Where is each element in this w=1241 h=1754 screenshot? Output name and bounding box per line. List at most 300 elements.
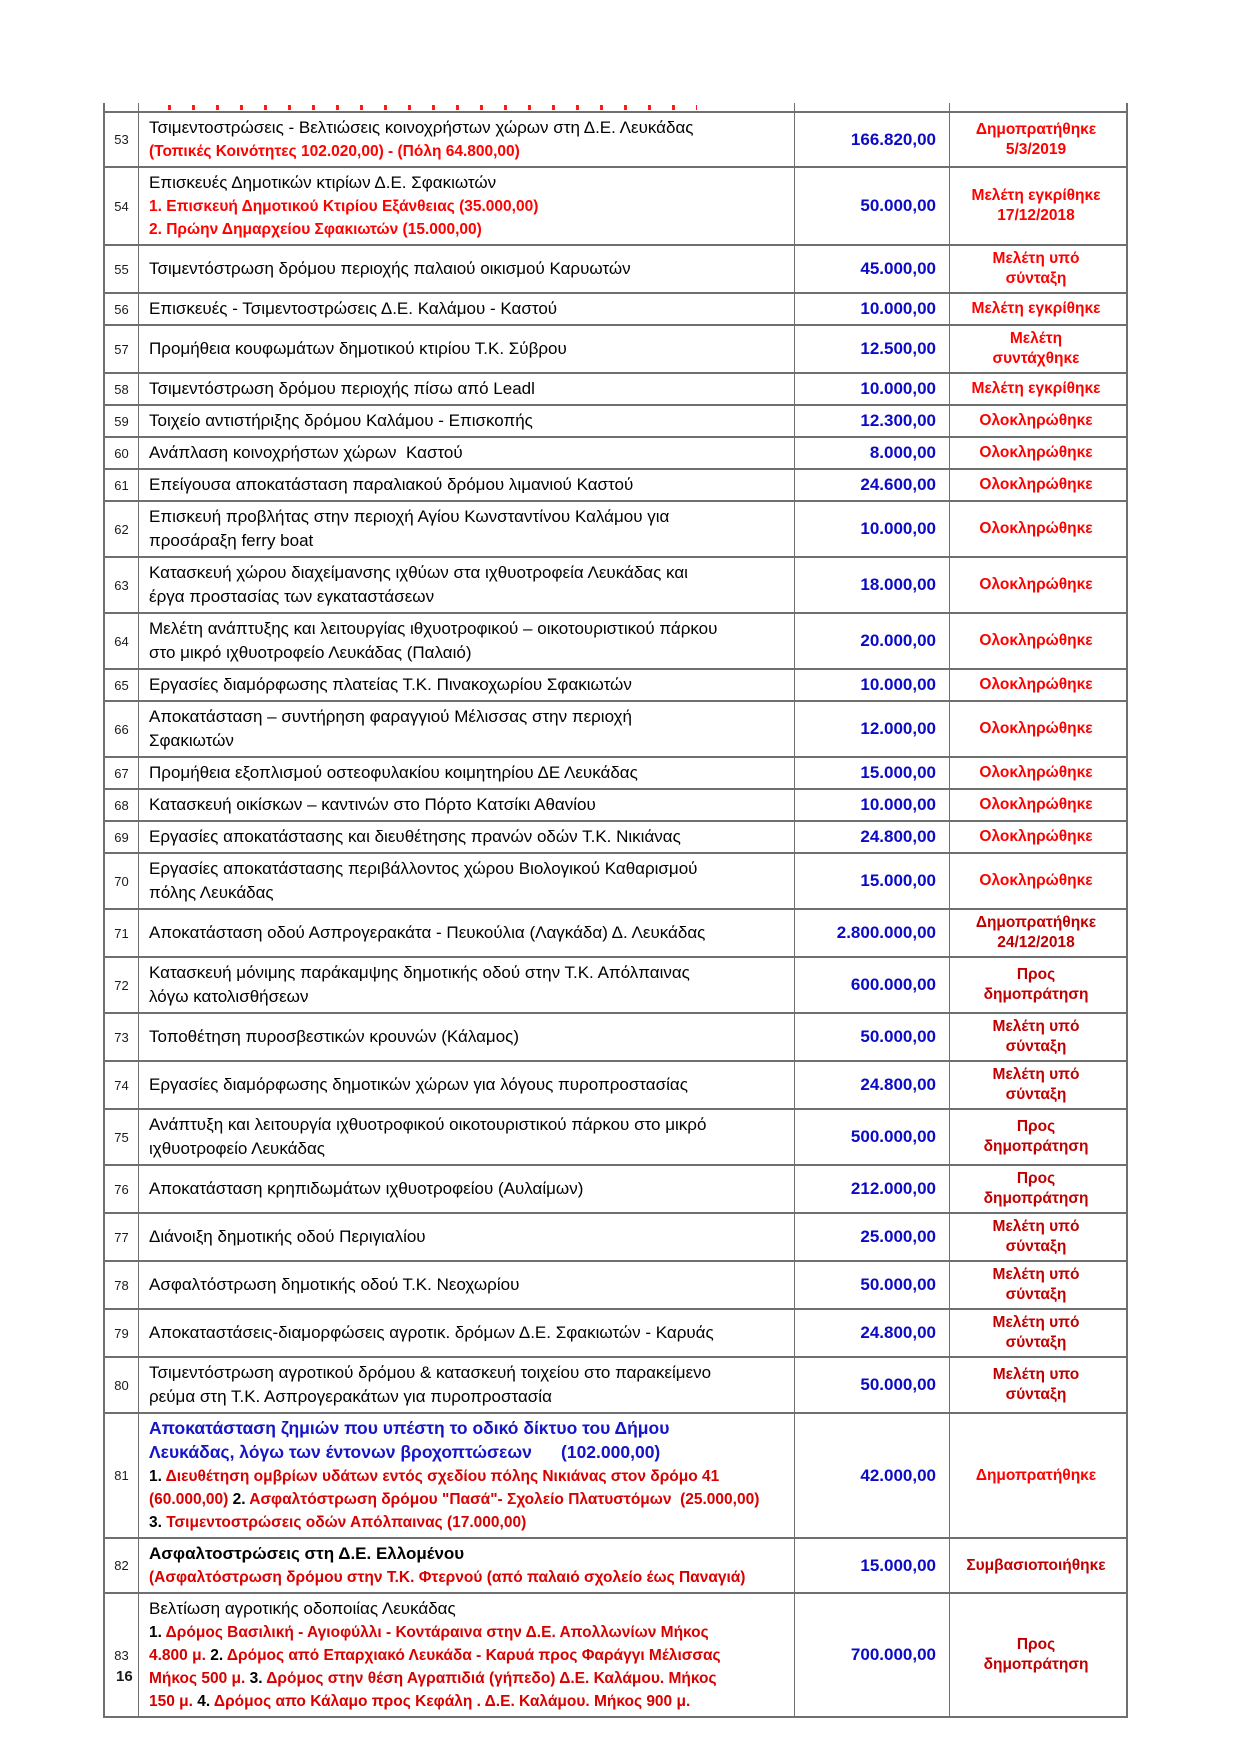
description-line [149,1488,759,1511]
table-row [105,1356,1126,1412]
table-row [105,1164,1126,1212]
table-row [105,1412,1126,1537]
status-line: σύνταξη [1005,1238,1067,1255]
description-text: Επισκευές - Τσιμεντοστρώσεις Δ.Ε. Καλάμου - Καστού [149,299,558,318]
status-line: Ολοκληρώθηκε [979,828,1093,845]
project-description [139,1262,795,1308]
status-line: Ολοκληρώθηκε [979,872,1093,889]
description-text: Αποκαταστάσεις-διαμορφώσεις αγροτικ. δρόμων Δ.Ε. Σφακιωτών - Καρυάς [149,1323,714,1342]
status-line: Ολοκληρώθηκε [979,520,1093,537]
amount-value: 12.300,00 [795,406,950,436]
amount-value: 50.000,00 [795,168,950,244]
description-line [149,409,533,433]
status-value [950,294,1122,324]
row-number [105,103,139,111]
table-row [105,668,1126,700]
status-line: σύνταξη [1005,1286,1067,1303]
description-line [149,1644,721,1667]
description-line [149,1667,717,1690]
description-text: Κατασκευή οικίσκων – καντινών στο Πόρτο Κατσίκι Αθανίου [149,795,596,814]
description-line [149,1321,714,1345]
description-text: Τσιμεντόστρωση αγροτικού δρόμου & κατασκευή τοιχείου στο παρακείμενο [149,1363,712,1382]
row-number: 72 [105,958,139,1012]
amount-value: 20.000,00 [795,614,950,668]
row-number: 60 [105,438,139,468]
amount-value: 24.800,00 [795,1062,950,1108]
description-text: στο μικρό ιχθυοτροφείο Λευκάδας (Παλαιό) [149,643,472,662]
row-number: 78 [105,1262,139,1308]
description-text: Επισκευή προβλήτας στην περιοχή Αγίου Κωνσταντίνου Καλάμου για [149,507,670,526]
project-description [139,113,795,166]
amount-value: 50.000,00 [795,1014,950,1060]
description-line [149,377,535,401]
table-row [105,956,1126,1012]
amount-value: 700.000,00 [795,1594,950,1716]
status-line: Δημοπρατήθηκε [975,914,1097,931]
description-text: ρεύμα στη Τ.Κ. Ασπρογερακάτων για πυροπροστασία [149,1387,552,1406]
status-value [950,1262,1122,1308]
description-line [149,441,463,465]
description-line [149,1073,688,1097]
status-line: Μελέτη υπο [992,1366,1080,1383]
description-text: λόγω κατολισθήσεων [149,987,309,1006]
status-value [950,822,1122,852]
description-text: Τσιμεντόστρωση δρόμου περιοχής πίσω από Leadl [149,379,535,398]
project-description [139,326,795,372]
description-text: Δρόμος απο Κάλαμο προς Κεφάλη . Δ.Ε. Καλάμου. Μήκος 900 μ. [210,1693,691,1710]
description-line [149,1621,709,1644]
project-description [139,854,795,908]
description-text: 4.800 μ. [149,1647,211,1664]
amount-value: 18.000,00 [795,558,950,612]
description-text: πόλης Λευκάδας [149,883,274,902]
status-value [950,1594,1122,1716]
description-line [149,1113,706,1137]
table-row [105,1260,1126,1308]
table-row [105,1212,1126,1260]
description-text: Εργασίες αποκατάστασης περιβάλλοντος χώρου Βιολογικού Καθαρισμού [149,859,698,878]
description-line [149,561,688,585]
status-line: σύνταξη [1005,1038,1067,1055]
status-value [950,406,1122,436]
project-description [139,958,795,1012]
description-line [149,825,681,849]
description-text: Δρόμος στην θέση Αγραπιδιά (γήπεδο) Δ.Ε. Καλάμου. Μήκος [262,1670,717,1687]
status-line: Μελέτη εγκρίθηκε [971,380,1101,397]
row-number: 79 [105,1310,139,1356]
status-line: Μελέτη [1009,330,1063,347]
status-value [950,1166,1122,1212]
row-number: 80 [105,1358,139,1412]
description-line [149,140,520,163]
status-value [950,326,1122,372]
status-line: Ολοκληρώθηκε [979,720,1093,737]
status-line: σύνταξη [1005,1386,1067,1403]
status-value [950,502,1122,556]
status-line: Μελέτη υπό [992,1266,1080,1283]
table-row [105,404,1126,436]
project-description [139,438,795,468]
table-row [105,820,1126,852]
status-value [950,1310,1122,1356]
table-row [105,436,1126,468]
table-row [105,1308,1126,1356]
project-description [139,670,795,700]
table-row [105,372,1126,404]
status-value [950,614,1122,668]
project-description [139,1310,795,1356]
amount-value: 600.000,00 [795,958,950,1012]
project-description [139,1166,795,1212]
status-line: Ολοκληρώθηκε [979,412,1093,429]
table-row [105,756,1126,788]
row-number: 64 [105,614,139,668]
description-line [149,705,632,729]
row-number: 56 [105,294,139,324]
description-line [149,881,274,905]
row-number: 81 [105,1414,139,1537]
status-line: Μελέτη υπό [992,1314,1080,1331]
table-row [105,500,1126,556]
project-description [139,168,795,244]
description-text: Προμήθεια κουφωμάτων δημοτικού κτιρίου Τ.Κ. Σύβρου [149,339,567,358]
table-row [105,1537,1126,1592]
amount-value: 12.000,00 [795,702,950,756]
row-number: 74 [105,1062,139,1108]
status-line: Ολοκληρώθηκε [979,632,1093,649]
description-text: Ανάπλαση κοινοχρήστων χώρων Καστού [149,443,463,462]
row-number: 70 [105,854,139,908]
description-text: Αποκατάσταση ζημιών που υπέστη το οδικό δίκτυο του Δήμου [149,1418,670,1438]
description-text: Κατασκευή μόνιμης παράκαμψης δημοτικής οδού στην Τ.Κ. Απόλπαινας [149,963,690,982]
description-line [149,473,633,497]
amount-value: 10.000,00 [795,670,950,700]
status-line: Προς [1016,966,1056,983]
description-line [149,793,596,817]
project-description [139,1062,795,1108]
status-value [950,1110,1122,1164]
description-text: Κατασκευή χώρου διαχείμανσης ιχθύων στα ιχθυοτροφεία Λευκάδας και [149,563,688,582]
description-text: Ασφαλτοστρώσεις στη Δ.Ε. Ελλομένου [149,1544,465,1563]
status-line: Μελέτη υπό [992,1018,1080,1035]
status-line: Δημοπρατήθηκε [975,1466,1097,1484]
description-line [149,1441,660,1465]
project-description [139,1014,795,1060]
description-text: 1. Επισκευή Δημοτικού Κτιρίου Εξάνθειας (35.000,00) [149,198,539,215]
amount-value: 24.600,00 [795,470,950,500]
status-line: σύνταξη [1005,1334,1067,1351]
description-text: Δρόμος Βασιλική - Αγιοφύλλι - Κοντάραινα στην Δ.Ε. Απολλωνίων Μήκος [161,1624,709,1641]
description-text: Τοιχείο αντιστήριξης δρόμου Καλάμου - Επισκοπής [149,411,533,430]
amount-value: 24.800,00 [795,1310,950,1356]
row-number: 53 [105,113,139,166]
table-row [105,1592,1126,1716]
status-line: Μελέτη εγκρίθηκε [971,300,1101,317]
row-number: 54 [105,168,139,244]
description-text: 2. Πρώην Δημαρχείου Σφακιωτών (15.000,00) [149,221,482,238]
status-value [950,470,1122,500]
amount-value: 25.000,00 [795,1214,950,1260]
project-description [139,1539,795,1592]
project-description [139,790,795,820]
description-text: Τοποθέτηση πυροσβεστικών κρουνών (Κάλαμος) [149,1027,520,1046]
row-number: 76 [105,1166,139,1212]
status-line: Μελέτη υπό [992,1218,1080,1235]
status-line: Προς [1016,1170,1056,1187]
description-line [149,1025,519,1049]
description-text: Λευκάδας, λόγω των έντονων βροχοπτώσεων (102.000,00) [149,1442,661,1462]
amount-value: 10.000,00 [795,374,950,404]
description-line [149,218,482,241]
description-text: Σφακιωτών [149,731,234,750]
description-line [149,1137,325,1161]
row-number: 59 [105,406,139,436]
table-row [105,244,1126,292]
row-number: 57 [105,326,139,372]
project-description [139,822,795,852]
status-value [950,854,1122,908]
status-line: 17/12/2018 [997,207,1075,224]
status-line: δημοπράτηση [983,1190,1089,1207]
project-description [139,1214,795,1260]
description-line [149,1225,426,1249]
description-line [149,1511,526,1534]
table-row [105,292,1126,324]
table-row [105,556,1126,612]
table-row [105,166,1126,244]
description-text: Ασφαλτόστρωση δρόμου "Πασά"- Σχολείο Πλατυστόμων (25.000,00) [245,1491,760,1508]
status-line: Ολοκληρώθηκε [979,576,1093,593]
status-value [950,1014,1122,1060]
row-number: 58 [105,374,139,404]
description-text: 2. [210,1647,224,1664]
description-text: προσάραξη ferry boat [149,531,314,550]
project-description [139,1414,795,1537]
project-description [139,758,795,788]
description-text: 4. [197,1693,211,1710]
description-text: Τσιμεντόστρωση δρόμου περιοχής παλαιού οικισμού Καρυωτών [149,259,631,278]
description-line [149,961,690,985]
status-value [950,246,1122,292]
amount-value: 50.000,00 [795,1358,950,1412]
project-description [139,1110,795,1164]
row-number: 65 [105,670,139,700]
status-value [950,374,1122,404]
amount-value: 500.000,00 [795,1110,950,1164]
amount-value: 50.000,00 [795,1262,950,1308]
project-description [139,1594,795,1716]
status-line: Μελέτη υπό [992,1066,1080,1083]
description-line [149,1690,690,1713]
description-line [149,337,567,361]
description-text: 3. [249,1670,263,1687]
description-line [149,1465,719,1488]
row-number: 77 [105,1214,139,1260]
row-number: 83 [105,1594,139,1716]
status-line: Μελέτη εγκρίθηκε [971,187,1101,204]
status-line: σύνταξη [1005,1086,1067,1103]
row-number: 68 [105,790,139,820]
row-number: 55 [105,246,139,292]
project-description [139,470,795,500]
amount-value: 15.000,00 [795,1539,950,1592]
description-text: ιχθυοτροφείο Λευκάδας [149,1139,325,1158]
row-number: 82 [105,1539,139,1592]
status-value [950,1539,1122,1592]
amount-value: 10.000,00 [795,294,950,324]
status-value [950,910,1122,956]
amount-value: 212.000,00 [795,1166,950,1212]
table-row [105,1012,1126,1060]
row-number: 73 [105,1014,139,1060]
project-description [139,502,795,556]
table-row [105,324,1126,372]
description-text: Εργασίες διαμόρφωσης πλατείας Τ.Κ. Πινακοχωρίου Σφακιωτών [149,675,632,694]
description-line [149,297,557,321]
amount-value: 24.800,00 [795,822,950,852]
status-line: 24/12/2018 [997,934,1075,951]
description-line [149,1417,669,1441]
table-row [105,111,1126,166]
description-line [149,1361,711,1385]
status-line: Ολοκληρώθηκε [979,676,1093,693]
description-line [149,257,631,281]
amount-value: 166.820,00 [795,113,950,166]
table-row [105,1108,1126,1164]
amount-value: 45.000,00 [795,246,950,292]
description-line [149,1177,583,1201]
amount-value: 8.000,00 [795,438,950,468]
table-row [105,788,1126,820]
description-line [149,116,693,140]
description-text: Επισκευές Δημοτικών κτιρίων Δ.Ε. Σφακιωτών [149,173,497,192]
description-text: Διευθέτηση ομβρίων υδάτων εντός σχεδίου πόλης Νικιάνας στον δρόμο 41 [161,1468,720,1485]
row-number: 69 [105,822,139,852]
description-text: (60.000,00) [149,1491,233,1508]
description-line [149,529,313,553]
description-line [149,1273,519,1297]
project-description [139,374,795,404]
description-text: (Ασφαλτόστρωση δρόμου στην Τ.Κ. Φτερνού (από παλαιό σχολείο έως Παναγιά) [149,1569,746,1586]
description-text: Αποκατάσταση – συντήρηση φαραγγιού Μέλισσας στην περιοχή [149,707,632,726]
table-row [105,1060,1126,1108]
description-text: Αποκατάσταση οδού Ασπρογερακάτα - Πευκούλια (Λαγκάδα) Δ. Λευκάδας [149,923,706,942]
amount [795,103,950,111]
row-number: 66 [105,702,139,756]
status-value [950,790,1122,820]
description-text: έργα προστασίας των εγκαταστάσεων [149,587,435,606]
amount-value: 15.000,00 [795,854,950,908]
description-text: Επείγουσα αποκατάσταση παραλιακού δρόμου λιμανιού Καστού [149,475,634,494]
table-row [105,908,1126,956]
project-description [139,294,795,324]
description-line [149,921,705,945]
row-number: 67 [105,758,139,788]
status-value [950,1414,1122,1537]
status-value [950,168,1122,244]
description-text: Διάνοιξη δημοτικής οδού Περιγιαλίου [149,1227,426,1246]
status-value [950,1358,1122,1412]
status-value [950,758,1122,788]
description-line [149,1597,456,1621]
status-line: Ολοκληρώθηκε [979,444,1093,461]
description-text: Εργασίες αποκατάστασης και διευθέτησης πρανών οδών Τ.Κ. Νικιάνας [149,827,681,846]
table-row [105,468,1126,500]
status-value [950,1214,1122,1260]
project-description [139,910,795,956]
status-line: Δημοπρατήθηκε [975,120,1097,138]
status-line: δημοπράτηση [983,1656,1089,1673]
project-description [139,406,795,436]
description-text: 1. [149,1624,162,1641]
description-line [149,857,697,881]
project-description [139,558,795,612]
page-number: 16 [116,1668,133,1685]
description-text: (Τοπικές Κοινότητες 102.020,00) - (Πόλη 64.800,00) [149,143,520,160]
status-value [950,958,1122,1012]
description-line [149,505,669,529]
amount-value: 42.000,00 [795,1414,950,1537]
status-line: Μελέτη υπό [992,250,1080,267]
description-text: Τσιμεντοστρώσεις οδών Απόλπαινας (17.000,00) [161,1514,527,1531]
status-line: Προς [1016,1636,1056,1653]
description-line [149,985,308,1009]
status-value [950,670,1122,700]
description-text: Τσιμεντοστρώσεις - Βελτιώσεις κοινοχρήστων χώρων στη Δ.Ε. Λευκάδας [149,118,694,137]
description-line [149,761,638,785]
description-text: 1. [149,1468,162,1485]
status-line: σύνταξη [1005,270,1067,287]
description-line [149,1566,745,1589]
description-line [149,585,434,609]
status-line: συντάχθηκε [992,350,1080,367]
description-text: Αποκατάσταση κρηπιδωμάτων ιχθυοτροφείου (Αυλαίμων) [149,1179,584,1198]
description-text: Εργασίες διαμόρφωσης δημοτικών χώρων για λόγους πυροπροστασίας [149,1075,688,1094]
project-description [139,702,795,756]
status-value [950,1062,1122,1108]
description-line [149,673,632,697]
projects-table [103,103,1128,1718]
status-line: Προς [1016,1118,1056,1135]
description-line [149,641,471,665]
clipped-previous-row [105,103,1126,111]
description-text: Μελέτη ανάπτυξης και λειτουργίας ιθχυοτροφικού – οικοτουριστικού πάρκου [149,619,718,638]
row-number: 71 [105,910,139,956]
description-text: 2. [232,1491,246,1508]
description-line [149,617,717,641]
amount-value: 10.000,00 [795,502,950,556]
description-text: Ανάπτυξη και λειτουργία ιχθυοτροφικού οικοτουριστικού πάρκου στο μικρό [149,1115,707,1134]
status-line: δημοπράτηση [983,986,1089,1003]
table-row [105,612,1126,668]
amount-value: 15.000,00 [795,758,950,788]
description-line [149,1542,464,1566]
row-number: 75 [105,1110,139,1164]
description-line [149,195,538,218]
table-row [105,852,1126,908]
description-line [149,171,496,195]
description-text: Προμήθεια εξοπλισμού οστεοφυλακίου κοιμητηρίου ΔΕ Λευκάδας [149,763,638,782]
status-value [950,702,1122,756]
row-number: 62 [105,502,139,556]
status-value [950,558,1122,612]
project-description [139,246,795,292]
description-text: Βελτίωση αγροτικής οδοποιίας Λευκάδας [149,1599,456,1618]
row-number: 63 [105,558,139,612]
amount-value: 10.000,00 [795,790,950,820]
description-text: 150 μ. [149,1693,198,1710]
status-value [950,113,1122,166]
